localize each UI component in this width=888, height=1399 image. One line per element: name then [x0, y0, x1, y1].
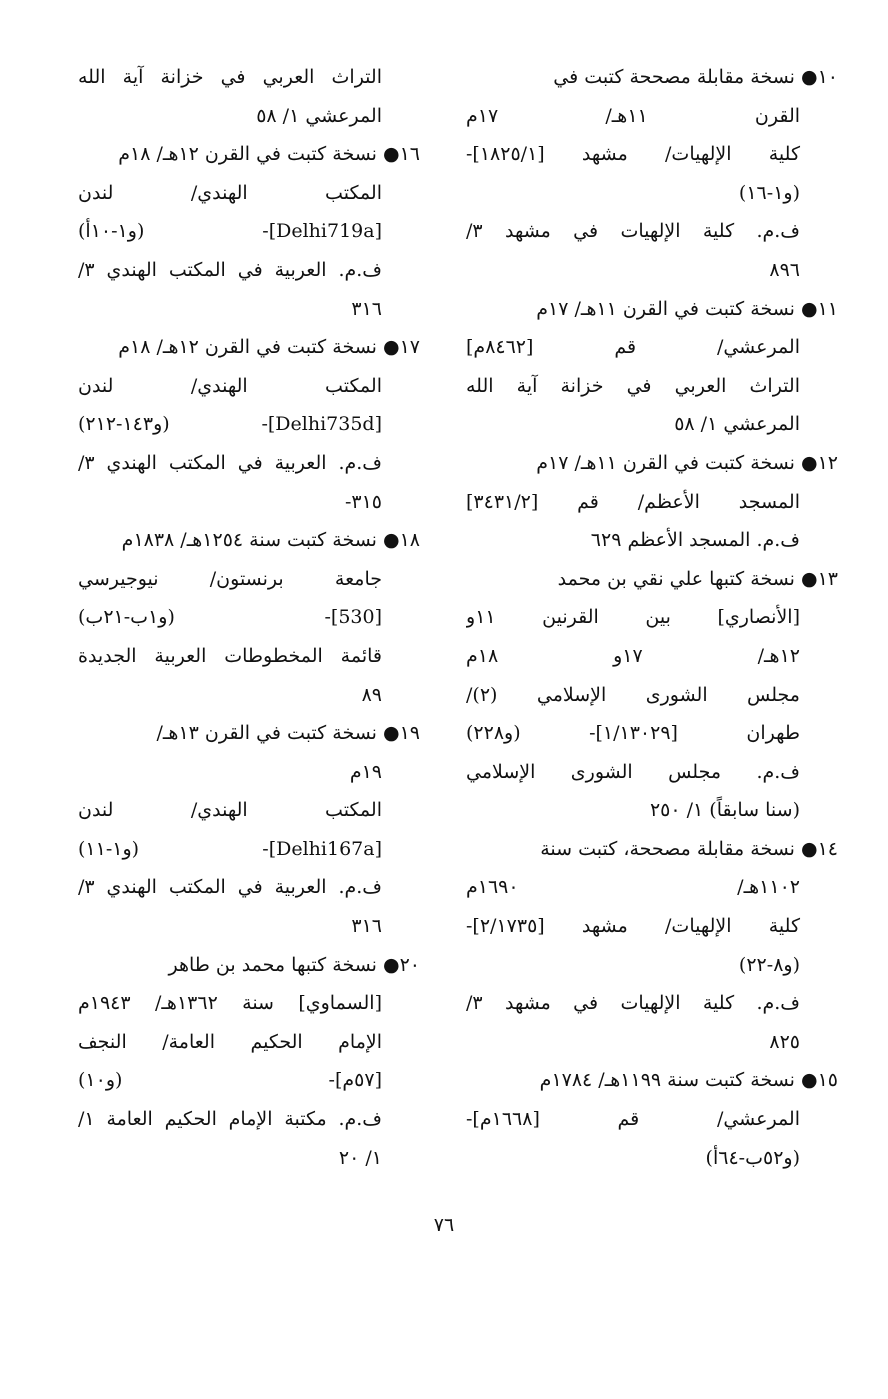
entry-line: ١١٠٢هـ/ ١٦٩٠م	[466, 876, 800, 899]
catalog-entry	[78, 521, 420, 714]
entry-line: (سنا سابقاً) ١/ ٢٥٠	[649, 799, 800, 822]
entry-text: نسخة مقابلة مصححة، كتبت سنة	[540, 837, 795, 860]
bullet-icon: ●	[794, 567, 818, 590]
entry-number: ١٢	[817, 451, 838, 474]
entry-heading-line	[78, 714, 420, 753]
entry-line: ١٩م	[349, 760, 382, 783]
entry-text: نسخة كتبها محمد بن طاهر	[168, 953, 377, 976]
entry-heading-line	[78, 328, 420, 367]
catalog-entry	[466, 290, 838, 444]
entry-number: ٢٠	[399, 953, 420, 976]
entry-number: ١٦	[399, 143, 420, 166]
entry-text: نسخة كتبت في القرن ١٣هـ/	[156, 722, 377, 745]
bullet-icon: ●	[376, 143, 400, 166]
entry-line: الإمام الحكيم العامة/ النجف	[78, 1030, 382, 1053]
left-column	[78, 58, 420, 1177]
entry-line: جامعة برنستون/ نيوجيرسي	[78, 567, 382, 590]
catalog-entry	[78, 946, 420, 1178]
entry-text: نسخة مقابلة مصححة كتبت في	[553, 66, 795, 88]
entry-line: ف.م. كلية الإلهيات في مشهد ٣/	[466, 992, 800, 1015]
entry-line: ف.م. مكتبة الإمام الحكيم العامة ١/	[78, 1108, 382, 1131]
entry-line: ١/ ٢٠	[338, 1146, 382, 1169]
entry-number: ١٠	[817, 66, 838, 88]
entry-line: ف.م. العربية في المكتب الهندي ٣/	[78, 876, 382, 899]
entry-line: ف.م. كلية الإلهيات في مشهد ٣/	[466, 220, 800, 243]
entry-line: ٣١٦	[351, 915, 382, 938]
catalog-entry	[78, 328, 420, 521]
entry-number: ١٥	[817, 1069, 838, 1092]
entry-line: قائمة المخطوطات العربية الجديدة	[78, 644, 382, 667]
entry-line: ف.م. المسجد الأعظم ٦٢٩	[590, 529, 800, 552]
page-number: ٧٦	[433, 1214, 455, 1236]
entry-line: [الأنصاري] بين القرنين ١١و	[466, 606, 800, 629]
bullet-icon: ●	[376, 722, 400, 745]
entry-line: المكتب الهندي/ لندن	[78, 374, 382, 397]
entry-line: (و٨-٢٢)	[738, 953, 800, 976]
entry-line: [٥٧م]- (و١٠)	[78, 1069, 382, 1092]
entry-line: القرن ١١هـ/ ١٧م	[466, 104, 801, 127]
entry-text: نسخة كتبها علي نقي بن محمد	[557, 567, 795, 590]
bullet-icon: ●	[376, 336, 400, 359]
entry-line: ٣١٦	[351, 297, 382, 320]
entry-number: ١٩	[399, 722, 420, 745]
entry-line: المرعشي ١/ ٥٨	[674, 413, 800, 436]
entry-line: المرعشي/ قم [١٦٦٨م]-	[466, 1108, 800, 1131]
entry-text: نسخة كتبت في القرن ١١هـ/ ١٧م	[536, 297, 795, 320]
catalog-entry	[78, 714, 420, 946]
entry-line: المسجد الأعظم/ قم [٣٤٣١/٢]	[466, 490, 800, 513]
entry-line: [Delhi719a]- (و١-١٠أ)	[78, 220, 382, 243]
entry-text: نسخة كتبت سنة ١٢٥٤هـ/ ١٨٣٨م	[121, 529, 377, 552]
catalog-entry	[466, 560, 838, 830]
entry-heading-line	[466, 830, 838, 869]
entry-text: نسخة كتبت في القرن ١١هـ/ ١٧م	[536, 451, 795, 474]
entry-heading-line	[466, 1061, 838, 1100]
entry-line: [Delhi735d]- (و١٤٣-٢١٢)	[78, 413, 382, 436]
bullet-icon: ●	[794, 1069, 818, 1092]
entry-line: ٨٩٦	[769, 258, 800, 281]
entry-heading-line	[466, 560, 838, 599]
bullet-icon: ●	[794, 837, 818, 860]
catalog-entry	[78, 135, 420, 328]
entry-heading-line	[466, 444, 838, 483]
bullet-icon: ●	[376, 529, 400, 552]
entry-line: ف.م. العربية في المكتب الهندي ٣/	[78, 258, 382, 281]
entry-heading-line	[78, 135, 420, 174]
catalog-entry	[78, 58, 420, 135]
entry-line: كلية الإلهيات/ مشهد [٢/١٧٣٥]-	[466, 915, 800, 938]
catalog-entry	[466, 444, 838, 560]
entry-line: التراث العربي في خزانة آية الله	[78, 66, 382, 88]
entry-heading-line	[466, 58, 838, 97]
entry-text: نسخة كتبت في القرن ١٢هـ/ ١٨م	[118, 143, 377, 166]
catalog-entry	[466, 58, 838, 290]
bullet-icon: ●	[376, 953, 400, 976]
entry-line: المكتب الهندي/ لندن	[78, 181, 382, 204]
entry-number: ١٤	[817, 837, 838, 860]
entry-heading-line	[466, 290, 838, 329]
bullet-icon: ●	[794, 297, 818, 320]
entry-line: التراث العربي في خزانة آية الله	[466, 374, 800, 397]
entry-line: المكتب الهندي/ لندن	[78, 799, 382, 822]
bullet-icon: ●	[794, 451, 818, 474]
entry-line: ٨٩	[361, 683, 382, 706]
entry-line: طهران [١/١٣٠٢٩]- (و٢٢٨)	[466, 722, 800, 745]
entry-line: ١٢هـ/ ١٧و ١٨م	[466, 644, 800, 667]
entry-line: المرعشي ١/ ٥٨	[256, 104, 382, 127]
right-column	[466, 58, 838, 1177]
entry-heading-line	[78, 521, 420, 560]
entry-line: كلية الإلهيات/ مشهد [١٨٢٥/١]-	[466, 143, 800, 166]
bullet-icon: ●	[794, 66, 818, 88]
entry-text: نسخة كتبت سنة ١١٩٩هـ/ ١٧٨٤م	[539, 1069, 795, 1092]
entry-number: ١٣	[817, 567, 838, 590]
catalog-entry	[466, 830, 838, 1062]
entry-line: [530]- (و١ب-٢١ب)	[78, 606, 382, 629]
entry-line: (و١-١٦)	[738, 181, 800, 204]
entry-line: ف.م. العربية في المكتب الهندي ٣/	[78, 451, 382, 474]
entry-line: (و٥٢ب-٦٤أ)	[705, 1146, 800, 1169]
entry-number: ١٨	[399, 529, 420, 552]
catalog-entry	[466, 1061, 838, 1177]
entry-text: نسخة كتبت في القرن ١٢هـ/ ١٨م	[118, 336, 377, 359]
entry-heading-line	[78, 946, 420, 985]
entry-line: [Delhi167a]- (و١-١١)	[78, 837, 382, 860]
entry-line: ف.م. مجلس الشورى الإسلامي	[466, 760, 800, 783]
entry-number: ١٧	[399, 336, 420, 359]
entry-line: مجلس الشورى الإسلامي (٢)/	[466, 683, 800, 706]
entry-number: ١١	[817, 297, 838, 320]
entry-line: المرعشي/ قم [٨٤٦٢م]	[466, 336, 800, 359]
entry-line: ٣١٥-	[344, 490, 382, 513]
entry-line: [السماوي] سنة ١٣٦٢هـ/ ١٩٤٣م	[78, 992, 382, 1015]
entry-line: ٨٢٥	[769, 1030, 800, 1053]
